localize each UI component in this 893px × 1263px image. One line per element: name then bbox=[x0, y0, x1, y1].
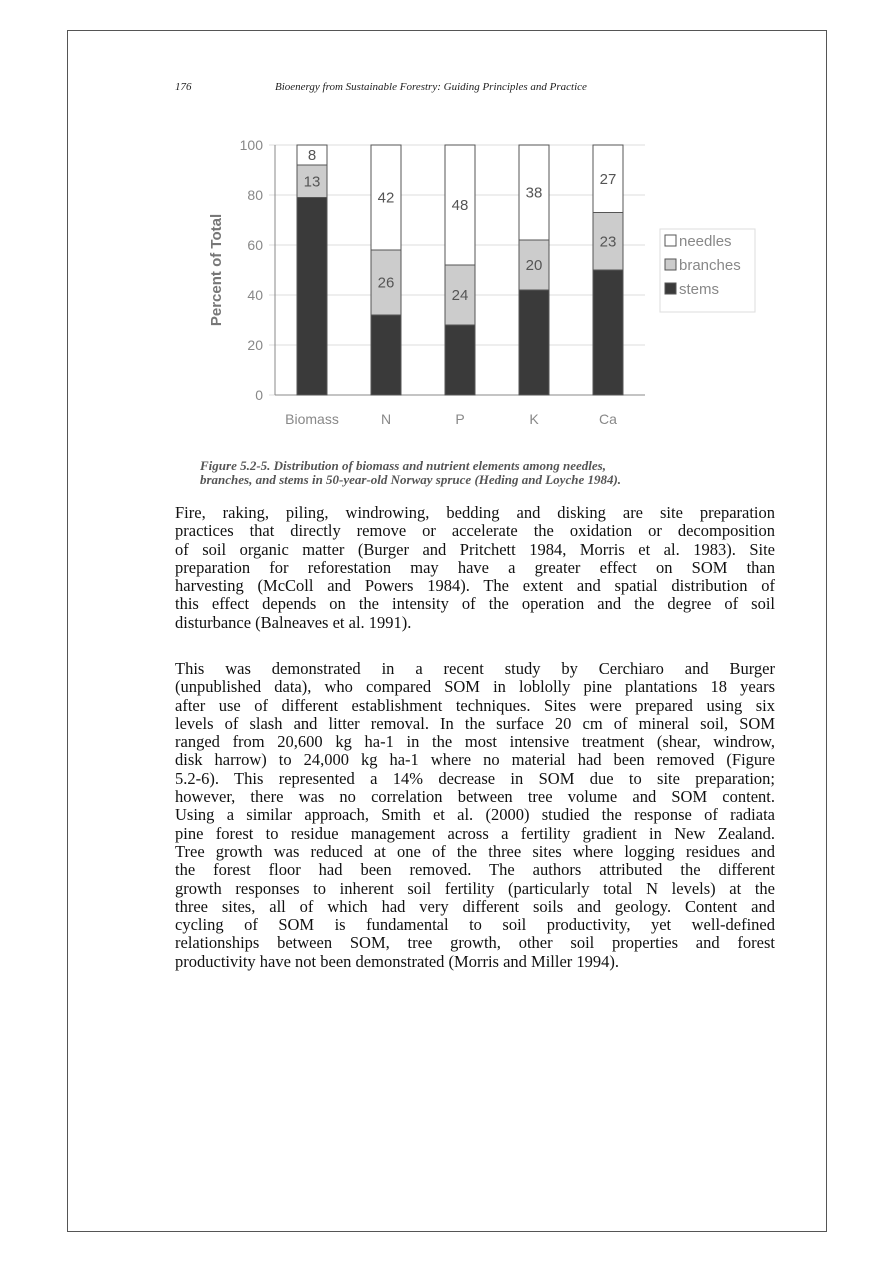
text-line: (unpublished data), who compared SOM in loblolly pine plantations 18 years bbox=[175, 677, 775, 697]
text-line: Using a similar approach, Smith et al. (2000) studied the response of radiata bbox=[175, 805, 775, 825]
bar-stems-Biomass bbox=[297, 198, 327, 396]
text-line: after use of different establishment techniques. Sites were prepared using six bbox=[175, 695, 775, 715]
text-line: 5.2-6). This represented a 14% decrease in SOM due to site preparation; bbox=[175, 768, 775, 788]
text-line: productivity have not been demonstrated (Morris and Miller 1994). bbox=[175, 951, 620, 971]
data-label-branches: 23 bbox=[599, 233, 617, 251]
data-label-branches: 24 bbox=[451, 287, 469, 304]
data-label-needles: 48 bbox=[451, 197, 469, 214]
data-label-needles: 42 bbox=[377, 189, 395, 207]
data-label-needles: 8 bbox=[307, 147, 317, 164]
text-line: three sites, all of which had very different soils and geology. Content and bbox=[175, 896, 775, 916]
text-line: preparation for reforestation may have a greater effect on SOM than bbox=[175, 557, 775, 577]
text-line: Fire, raking, piling, windrowing, bedding and disking are site preparation bbox=[175, 503, 775, 522]
text-line: this effect depends on the intensity of the operation and the degree of soil bbox=[175, 594, 775, 614]
running-header bbox=[175, 81, 735, 97]
x-tick-label: N bbox=[380, 411, 392, 427]
y-tick-label: 100 bbox=[239, 137, 263, 153]
text-line: disk harrow) to 24,000 kg ha-1 where no material had been removed (Figure bbox=[175, 750, 775, 770]
bar-stems-N bbox=[371, 315, 401, 395]
text-line: growth responses to inherent soil fertility (particularly total N levels) at the bbox=[175, 878, 775, 898]
x-tick-label: P bbox=[455, 411, 465, 427]
text-line: Tree growth was reduced at one of the three sites where logging residues and bbox=[175, 841, 775, 861]
x-tick-label: Ca bbox=[599, 411, 617, 427]
figure-caption bbox=[200, 459, 780, 487]
y-tick-label: 0 bbox=[255, 387, 263, 403]
text-line: harvesting (McColl and Powers 1984). The extent and spatial distribution of bbox=[175, 576, 775, 596]
y-tick-label: 80 bbox=[247, 187, 263, 203]
text-line: disturbance (Balneaves et al. 1991). bbox=[175, 612, 412, 632]
text-line: however, there was no correlation between tree volume and SOM content. bbox=[175, 787, 775, 807]
bar-stems-Ca bbox=[593, 270, 623, 395]
data-label-needles: 38 bbox=[525, 184, 543, 202]
y-tick-label: 20 bbox=[247, 337, 263, 353]
legend-swatch-needles bbox=[665, 235, 676, 246]
paragraph-2 bbox=[175, 660, 775, 971]
text-line: cycling of SOM is fundamental to soil productivity, yet well-defined bbox=[175, 915, 775, 935]
data-label-branches: 13 bbox=[303, 173, 321, 191]
data-label-branches: 26 bbox=[377, 274, 395, 292]
caption-line: Figure 5.2-5. Distribution of biomass and nutrient elements among needles, bbox=[200, 458, 606, 473]
bar-stems-P bbox=[445, 325, 475, 395]
text-line: levels of slash and litter removal. In the surface 20 cm of mineral soil, SOM bbox=[175, 713, 775, 733]
text-line: relationships between SOM, tree growth, other soil properties and forest bbox=[175, 933, 775, 953]
text-line: practices that directly remove or accelerate the oxidation or decomposition bbox=[175, 521, 775, 541]
bar-stems-K bbox=[519, 290, 549, 395]
text-line: the forest floor had been removed. The authors attributed the different bbox=[175, 860, 775, 880]
y-tick-label: 40 bbox=[247, 287, 263, 303]
x-tick-label: K bbox=[529, 411, 539, 427]
y-axis-title: Percent of Total bbox=[208, 213, 225, 327]
page-number: 176 bbox=[175, 81, 192, 93]
text-line: pine forest to residue management across a fertility gradient in New Zealand. bbox=[175, 823, 775, 843]
legend-swatch-stems bbox=[665, 283, 676, 294]
data-label-needles: 27 bbox=[599, 170, 617, 188]
legend-label-stems: stems bbox=[679, 281, 720, 298]
text-line: ranged from 20,600 kg ha-1 in the most intensive treatment (shear, windrow, bbox=[175, 732, 775, 752]
caption-line: branches, and stems in 50-year-old Norway spruce (Heding and Loyche 1984). bbox=[200, 472, 622, 487]
y-tick-label: 60 bbox=[247, 237, 263, 253]
legend-swatch-branches bbox=[665, 259, 676, 270]
text-line: of soil organic matter (Burger and Pritchett 1984, Morris et al. 1983). Site bbox=[175, 539, 775, 559]
legend-label-needles: needles bbox=[679, 233, 732, 250]
running-title: Bioenergy from Sustainable Forestry: Guiding Principles and Practice bbox=[275, 81, 587, 93]
paragraph-1 bbox=[175, 504, 775, 632]
data-label-branches: 20 bbox=[525, 257, 543, 274]
legend-label-branches: branches bbox=[679, 257, 741, 274]
text-line: This was demonstrated in a recent study by Cerchiaro and Burger bbox=[175, 659, 775, 678]
x-tick-label: Biomass bbox=[285, 411, 339, 427]
stacked-bar-chart bbox=[195, 132, 775, 442]
